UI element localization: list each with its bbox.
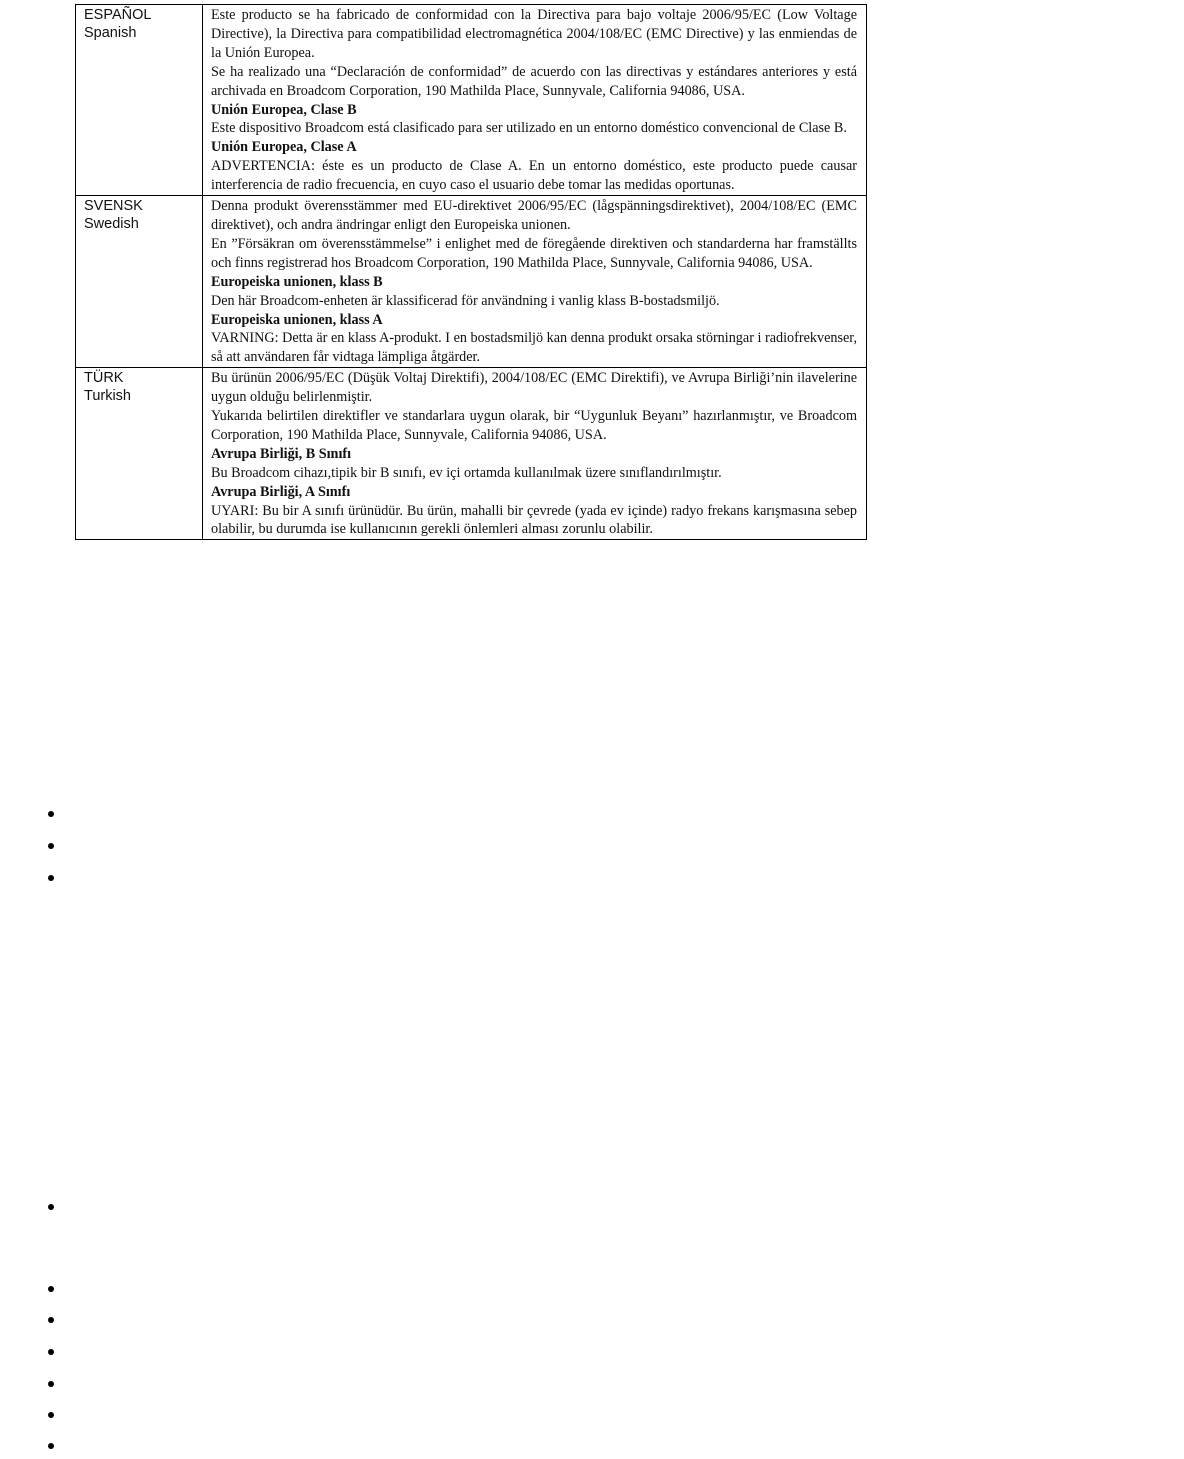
language-native: SVENSK	[84, 198, 143, 215]
class-b-heading: Unión Europea, Clase B	[211, 101, 357, 118]
list-bullet	[48, 1286, 54, 1292]
warning-paragraph: ADVERTENCIA: éste es un producto de Clase A. En un entorno doméstico, este producto puede causar interferencia de radio frecuencia, en cuyo caso el usuario debe tomar las medidas oportunas.	[211, 158, 857, 194]
class-b-heading: Europeiska unionen, klass B	[211, 273, 383, 290]
statement-paragraph: Bu ürünün 2006/95/EC (Düşük Voltaj Direktifi), 2004/108/EC (EMC Direktifi), ve Avrupa Birliği’nin ilavelerine uygun olduğu belirlenmiştir.	[211, 370, 857, 406]
table-row-swedish	[76, 196, 867, 368]
class-a-heading: Avrupa Birliği, A Sınıfı	[211, 483, 351, 500]
language-native: ESPAÑOL	[84, 7, 152, 23]
language-english: Swedish	[84, 216, 139, 233]
language-cell	[76, 5, 203, 196]
statement-paragraph: En ”Försäkran om överensstämmelse” i enlighet med de föregående direktiven och standarderna har framställts och finns registrerad hos Broadcom Corporation, 190 Mathilda Place, Sunnyvale, California 94086, USA.	[211, 235, 857, 271]
statement-cell	[203, 196, 867, 368]
statement-paragraph: Denna produkt överensstämmer med EU-direktivet 2006/95/EC (lågspänningsdirektivet), 2004/108/EC (EMC direktivet), och andra ändringar enligt den Europeiska unionen.	[211, 198, 857, 233]
statement-paragraph: Den här Broadcom-enheten är klassificerad för användning i vanlig klass B-bostadsmiljö.	[211, 292, 720, 309]
class-a-heading: Europeiska unionen, klass A	[211, 311, 383, 328]
statement-paragraph: Este dispositivo Broadcom está clasificado para ser utilizado en un entorno doméstico convencional de Clase B.	[211, 120, 847, 137]
language-cell	[76, 368, 203, 540]
warning-paragraph: VARNING: Detta är en klass A-produkt. I en bostadsmiljö kan denna produkt orsaka störningar i radiofrekvenser, så att användaren får vidtaga lämpliga åtgärder.	[211, 330, 857, 366]
list-bullet	[48, 1317, 54, 1323]
statement-paragraph: Bu Broadcom cihazı,tipik bir B sınıfı, ev içi ortamda kullanılmak üzere sınıflandırılmıştır.	[211, 464, 722, 481]
language-cell	[76, 196, 203, 368]
statement-cell	[203, 368, 867, 540]
declaration-table	[75, 4, 867, 540]
list-bullet	[48, 1443, 54, 1449]
warning-paragraph: UYARI: Bu bir A sınıfı ürünüdür. Bu ürün, mahalli bir çevrede (yada ev içinde) radyo frekans karışmasına sebep olabilir, bu durumda ise kullanıcının gerekli önlemleri alması zorunlu olabilir.	[211, 502, 857, 538]
list-bullet	[48, 1412, 54, 1418]
statement-paragraph: Se ha realizado una “Declaración de conformidad” de acuerdo con las directivas y estándares anteriores y está archivada en Broadcom Corporation, 190 Mathilda Place, Sunnyvale, California 94086, USA.	[211, 63, 857, 99]
language-native: TÜRK	[84, 370, 124, 387]
table-row-turkish	[76, 368, 867, 540]
statement-paragraph: Yukarıda belirtilen direktifler ve standarlara uygun olarak, bir “Uygunluk Beyanı” hazırlanmıştır, ve Broadcom Corporation, 190 Mathilda Place, Sunnyvale, California 94086, USA.	[211, 408, 857, 443]
list-bullet	[48, 1349, 54, 1355]
class-a-heading: Unión Europea, Clase A	[211, 139, 357, 156]
list-bullet	[48, 875, 54, 881]
language-english: Spanish	[84, 25, 137, 41]
language-english: Turkish	[84, 388, 131, 405]
list-bullet	[48, 843, 54, 849]
statement-cell	[203, 5, 867, 196]
list-bullet	[48, 1204, 54, 1210]
class-b-heading: Avrupa Birliği, B Sınıfı	[211, 445, 352, 462]
list-bullet	[48, 1381, 54, 1387]
list-bullet	[48, 811, 54, 817]
table-row-spanish	[76, 5, 867, 196]
statement-paragraph: Este producto se ha fabricado de conformidad con la Directiva para bajo voltaje 2006/95/EC (Low Voltage Directive), la Directiva para compatibilidad electromagnética 2004/108/EC (EMC Directive) y las enmiendas de la Unión Europea.	[211, 7, 857, 61]
